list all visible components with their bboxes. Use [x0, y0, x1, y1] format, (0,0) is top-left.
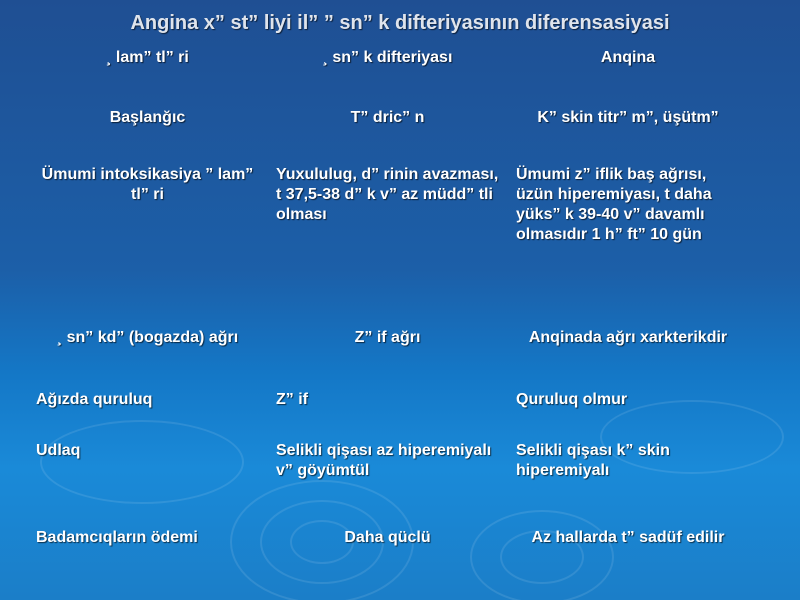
table-row-diphtheria: T” dric” n — [350, 109, 425, 126]
table-row-diphtheria: Yuxululug, d” rinin avazması, t 37,5-38 d” k v” az müdd” tli olması — [276, 166, 499, 223]
table-row-diphtheria: Z” if ağrı — [354, 329, 421, 346]
header-col-diphtheria: ¸ sn” k difteriyası — [322, 49, 453, 66]
table-row-label: Udlaq — [36, 442, 81, 459]
table-row-diphtheria: Selikli qişası az hiperemiyalı v” göyümtül — [276, 442, 492, 479]
slide-title: Angina x” st” liyi il” ” sn” k difteriyasının diferensasiyasi — [130, 12, 670, 34]
table-row-angina: Ümumi z” iflik baş ağrısı, üzün hiperemiyası, t daha yüks” k 39-40 v” davamlı olmasıdır 1 h” ft” 10 gün — [516, 166, 712, 243]
table-row-label: Ümumi intoksikasiya ” lam” tl” ri — [41, 166, 254, 203]
table-row-angina: Az hallarda t” sadüf edilir — [531, 529, 725, 546]
table-row-angina: Quruluq olmur — [516, 391, 628, 408]
table-row-label: ¸ sn” kd” (bogazda) ağrı — [56, 329, 239, 346]
header-col-symptoms: ¸ lam” tl” ri — [106, 49, 189, 66]
header-col-angina: Anqina — [600, 49, 656, 66]
table-row-label: Başlanğıc — [109, 109, 186, 126]
table-row-label: Ağızda quruluq — [36, 391, 153, 408]
table-row-diphtheria: Daha qüclü — [344, 529, 431, 546]
table-row-diphtheria: Z” if — [276, 391, 308, 408]
table-row-angina: K” skin titr” m”, üşütm” — [537, 109, 719, 126]
table-row-angina: Selikli qişası k” skin hiperemiyalı — [516, 442, 670, 479]
table-row-label: Badamcıqların ödemi — [36, 529, 198, 546]
table-row-angina: Anqinada ağrı xarkterikdir — [528, 329, 728, 346]
